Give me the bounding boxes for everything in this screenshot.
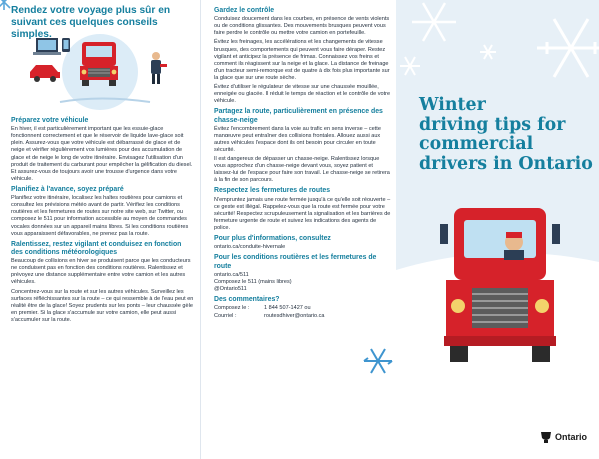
section-paragraph: En hiver, il est particulièrement important que les essuie-glace fonctionnent correctement et que le réservoir de liquide lave-glace soit plein. Assurez-vous que votre véhicule est débarrassé de glace et de neige et vérifier régulièrement vos lumières pour des accumulation de glace et de neige le long de votre itinéraire. Envisagez l'utilisation d'un produit de traitement du carburant pour empêcher la gélification du diesel. Et assurez-vous de toujours avoir une trousse d'urgence dans votre véhicule. (11, 126, 193, 182)
car-icon (30, 65, 60, 82)
section-heading: Partagez la route, particulièrement en présence des chasse-neige (214, 108, 383, 124)
section-paragraph: Évitez les freinages, les accélérations et les changements de vitesse brusques, des comportements qui peuvent vous faire déraper. Restez vigilant et anticipez la présence de frimas. Connaissez vos freins et comment ils réagissent sur la neige et la glace. La distance de freinage d'un tracteur semi-remorque est de quatre à dix fois plus importante sur la glace que sur une route sèche. (214, 39, 390, 81)
section-heading: Pour les conditions routières et les fermetures de route (214, 254, 377, 270)
ontario-logo-text: Ontario (555, 432, 588, 442)
snowflake-icon (412, 3, 456, 41)
left-panel (0, 0, 200, 459)
middle-panel-body (214, 7, 392, 320)
cover-illustration (396, 0, 599, 459)
contact-phone-value[interactable]: 1 844 507-1427 ou (264, 305, 311, 312)
truck-illustration (80, 42, 118, 86)
contact-phone-row (214, 305, 392, 312)
contact-email-row (214, 313, 392, 320)
section-heading: Ralentissez, restez vigilant et conduisez en fonction des conditions météorologiques (11, 240, 182, 256)
winter-driving-link[interactable]: ontario.ca/conduite-hivernale (214, 244, 286, 251)
section-heading: Préparez votre véhicule (11, 117, 89, 124)
section-paragraph: Conduisez doucement dans les courbes, en présence de vents violents ou de conditions glissantes. Des mouvements brusques peuvent vous faire perdre le contrôle ou mettre votre camion en portefeuille. (214, 16, 390, 37)
left-panel-body (11, 115, 194, 324)
snowflake-icon (0, 0, 10, 10)
section-paragraph: Planifiez votre itinéraire, localisez les haltes routières pour camions et consultez les prévisions météo avant de partir. Vérifiez les conditions routières et les fermetures de routes sur notre site web, sur Twitter, ou composez le 511 pour information accessible au moyen de commandes vocales données sur un appareil mains libres. Si les conditions routières vous apparaissent défavorables, ne prenez pas la route. (11, 195, 189, 237)
cover-panel (396, 0, 599, 459)
twitter-handle[interactable]: @Ontario511 (214, 286, 247, 293)
cover-title (419, 96, 594, 174)
driver-person-icon (151, 52, 167, 84)
snowflake-icon (537, 19, 599, 77)
section-paragraph: Évitez d'utiliser le régulateur de vitesse sur une chaussée mouillée, enneigée ou glacée. Il réduit le temps de réaction et le contrôle de votre véhicule. (214, 84, 391, 105)
section-paragraph: Évitez l'encombrement dans la voie au trafic en sens inverse – cette manœuvre peut entraîner des collisions frontales. Allouez aussi aux autres véhicules l'espace dont ils ont besoin pour circuler en toute sécurité. (214, 125, 381, 154)
trophy-logo-icon (539, 430, 553, 444)
contact-phone-label: Composez le : (214, 305, 250, 312)
cover-title-line: driving tips for (419, 114, 566, 135)
ontario-511-link[interactable]: ontario.ca/511 (214, 271, 249, 278)
hands-free-511: Composez le 511 (mains libres) (214, 278, 292, 285)
truck-illustration (440, 208, 560, 362)
section-heading: Des commentaires? (214, 296, 280, 304)
section-paragraph: N'empruntez jamais une route fermée jusqu'à ce qu'elle soit réouverte – ce geste est illégal. Rappelez-vous que la route est fermée pour votre sécurité! Respectez scrupuleusement la signalisation et les barrières de fermeture urgente de route et suivez les indications des agents de police. (214, 196, 391, 232)
cover-title-line: commercial (419, 134, 534, 154)
cover-title-line: drivers in Ontario (419, 153, 593, 174)
section-heading: Pour plus d'informations, consultez (214, 235, 331, 243)
section-heading: Planifiez à l'avance, soyez préparé (11, 185, 124, 193)
section-paragraph: Il est dangereux de dépasser un chasse-neige. Ralentissez lorsque vous approchez d'un chasse-neige devant vous, soyez patient et laissez-lui de l'espace pour faire son travail. Le chasse-neige se retirera à la fin de son parcours. (214, 156, 390, 184)
section-paragraph: Beaucoup de collisions en hiver se produisent parce que les conducteurs ne conduisent pas en fonction des conditions routières. Ralentissez et prévoyez une distance supplémentaire entre votre camion et les autres véhicules. (11, 258, 191, 286)
cover-title-line: Winter (419, 95, 486, 115)
snowflake-icon (361, 344, 395, 378)
intro-title: Rendez votre voyage plus sûr en suivant ces quelques conseils simples. (11, 5, 171, 40)
section-heading: Gardez le contrôle (214, 7, 275, 14)
snowflake-icon (400, 57, 420, 75)
snowflake-icon (480, 45, 496, 59)
middle-panel (200, 0, 396, 459)
contact-email-value[interactable]: routesdhiver@ontario.ca (264, 312, 325, 319)
section-heading: Respectez les fermetures de routes (214, 187, 331, 195)
ontario-logo (539, 430, 587, 444)
section-paragraph: Concentrez-vous sur la route et sur les autres véhicules. Surveillez les surfaces réfléchissantes sur la route – ce qui ressemble à de l'eau peut en réalité être de la glace! Soyez prudents sur les ponts – leur chaussée gèle en premier. Si la glace s'accumule sur votre camion, elle peut aussi s'accumuler sur la route. (11, 288, 194, 323)
contact-email-label: Courriel : (214, 312, 237, 319)
